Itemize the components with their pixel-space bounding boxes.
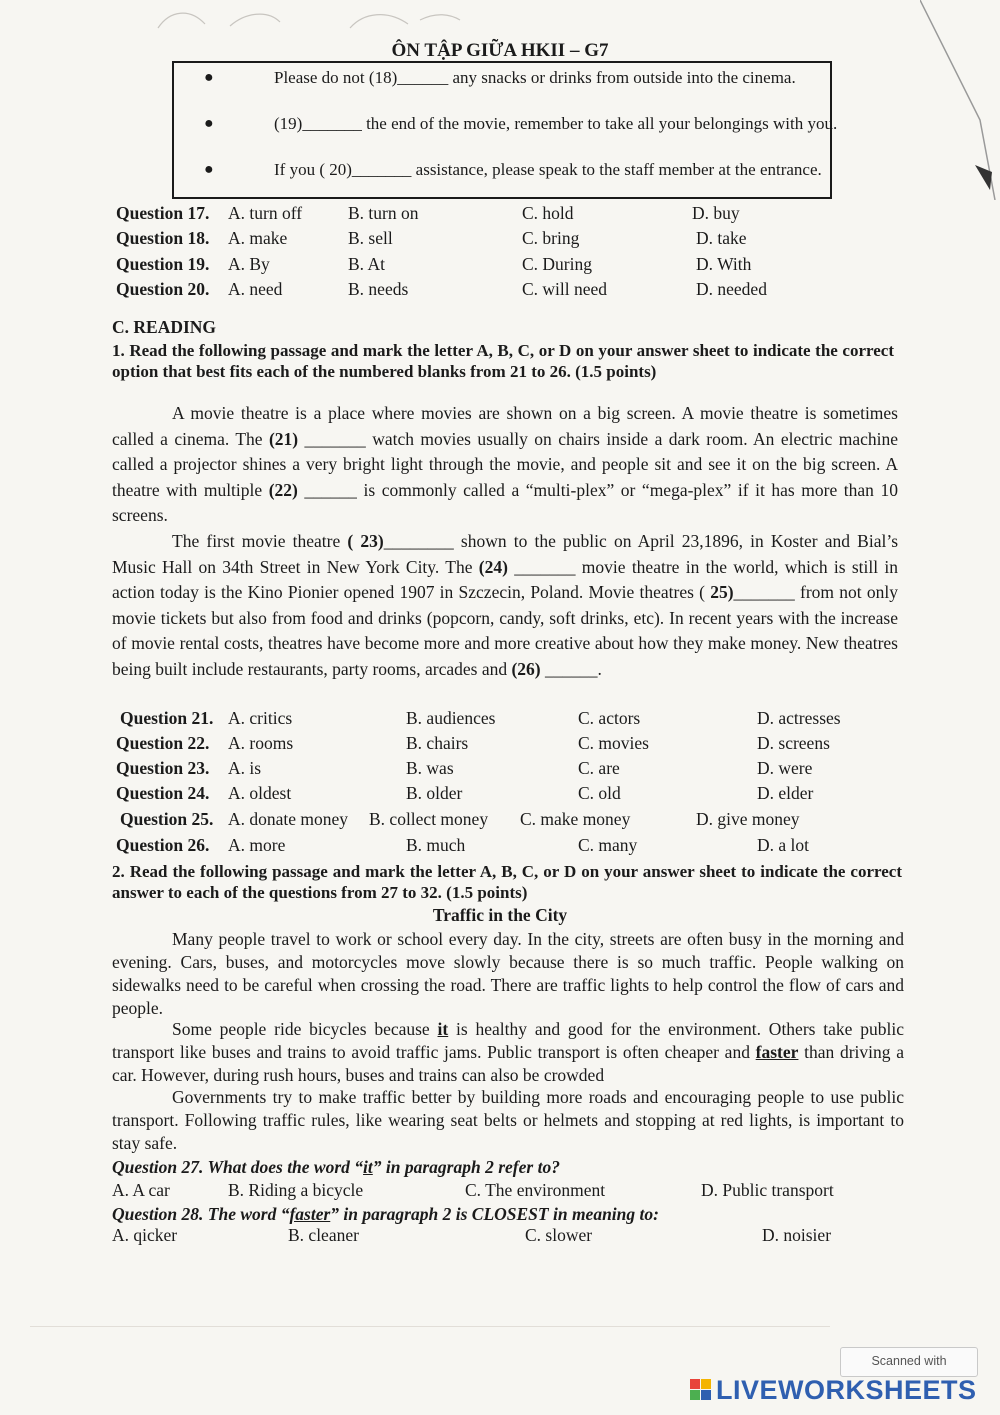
passage-title: Traffic in the City <box>432 905 568 925</box>
question-28-prompt: Question 28. The word “faster” in paragraph 2 is CLOSEST in meaning to: <box>112 1204 659 1224</box>
instructions-part2: 2. Read the following passage and mark the letter A, B, C, or D on your answer sheet to indicate the correct answer to each of the questions from 27 to 32. (1.5 points) <box>112 862 902 902</box>
question-row: Question 19. A. By B. At C. During D. With <box>116 254 752 274</box>
question-row: Question 18. A. make B. sell C. bring D. take <box>116 228 747 248</box>
liveworksheets-brand: LIVEWORKSHEETS <box>716 1375 977 1405</box>
question-27-prompt: Question 27. What does the word “it” in paragraph 2 refer to? <box>112 1157 560 1177</box>
question-row: Question 20. A. need B. needs C. will need D. needed <box>116 279 767 299</box>
pen-scribble-decoration <box>150 2 470 36</box>
passage-paragraph: Some people ride bicycles because it is healthy and good for the environment. Others take public transport like buses and trains to avoid traffic jams. Public transport is often cheaper and faster than driving a car. However, during rush hours, buses and trains can also be crowded <box>112 1019 904 1085</box>
question-row: A. qicker B. cleaner C. slower D. noisier <box>112 1225 832 1245</box>
question-row: Question 21. A. critics B. audiences C. actors D. actresses <box>120 708 841 728</box>
passage-paragraph: The first movie theatre ( 23)________ shown to the public on April 23,1896, in Koster and Bial’s Music Hall on 34th Street in New York City. The (24) _______ movie theatre in the world, which is still in action today is the Kino Pionier opened 1907 in Szczecin, Poland. Movie theatres ( 25)_______ from not only movie tickets but also from food and drinks (popcorn, candy, soft drinks, etc). In recent years with the increase of movie rental costs, theatres have become more and more creative about how they make money. New theatres being built include restaurants, party rooms, arcades and (26) ______. <box>112 531 899 679</box>
section-heading-reading: C. READING <box>112 317 217 337</box>
liveworksheets-icon <box>690 1379 712 1401</box>
passage-paragraph: Governments try to make traffic better by building more roads and encouraging people to use public transport. Following traffic rules, like wearing seat belts or helmets and stopping at red lights, is important to stay safe. <box>112 1087 904 1153</box>
notice-item: ● (19)_______ the end of the movie, remember to take all your belongings with you. <box>204 114 838 133</box>
question-row: Question 25. A. donate money B. collect money C. make money D. give money <box>120 809 800 829</box>
instructions-part1: 1. Read the following passage and mark the letter A, B, C, or D on your answer sheet to indicate the correct option that best fits each of the numbered blanks from 21 to 26. (1.5 points) <box>112 341 894 381</box>
scanned-with-badge: Scanned with <box>840 1347 978 1377</box>
question-row: Question 26. A. more B. much C. many D. a lot <box>116 835 810 855</box>
scan-line-decoration <box>30 1326 830 1327</box>
liveworksheets-logo <box>690 1376 990 1406</box>
page-corner-shadow-decoration <box>920 0 1000 200</box>
notice-item: ● Please do not (18)______ any snacks or drinks from outside into the cinema. <box>204 68 796 87</box>
question-row: A. A car B. Riding a bicycle C. The environment D. Public transport <box>112 1180 834 1200</box>
question-row: Question 23. A. is B. was C. are D. were <box>116 758 813 778</box>
question-row: Question 24. A. oldest B. older C. old D. elder <box>116 783 814 803</box>
question-row: Question 22. A. rooms B. chairs C. movies D. screens <box>116 733 830 753</box>
bullet-icon: ● <box>204 69 214 86</box>
passage-paragraph: A movie theatre is a place where movies are shown on a big screen. A movie theatre is sometimes called a cinema. The (21) _______ watch movies usually on chairs inside a dark room. An electric machine called a projector shines a very bright light through the movie, and people sit and see it on the big screen. A theatre with multiple (22) ______ is commonly called a “multi-plex” or “mega-plex” if it has more than 10 screens. <box>112 403 898 525</box>
bullet-icon: ● <box>204 115 214 132</box>
notice-box <box>172 61 838 199</box>
notice-item: ● If you ( 20)_______ assistance, please speak to the staff member at the entrance. <box>204 160 822 179</box>
bullet-icon: ● <box>204 161 214 178</box>
question-row: Question 17. A. turn off B. turn on C. hold D. buy <box>116 203 740 223</box>
passage-paragraph: Many people travel to work or school every day. In the city, streets are often busy in the morning and evening. Cars, buses, and motorcycles move slowly because there is so much traffic. People walking on sidewalks need to be careful when crossing the road. There are traffic lights to help control the flow of cars and people. <box>112 929 904 1018</box>
page-title: ÔN TẬP GIỮA HKII – G7 <box>391 40 609 61</box>
